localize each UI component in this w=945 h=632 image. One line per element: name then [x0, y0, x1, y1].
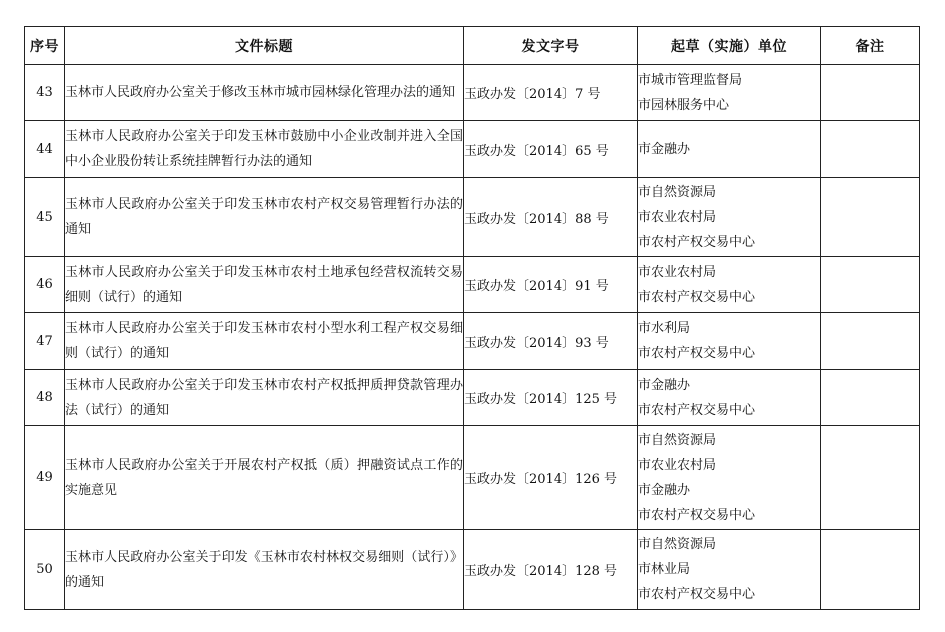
row-note	[821, 370, 920, 426]
unit-line: 市农业农村局	[638, 457, 717, 473]
header-unit: 起草（实施）单位	[638, 27, 821, 65]
row-unit	[638, 121, 821, 178]
table-row	[25, 313, 920, 370]
row-doc-no: 玉政办发〔2014〕125 号	[464, 370, 638, 426]
row-title: 玉林市人民政府办公室关于印发玉林市农村土地承包经营权流转交易细则（试行）的通知	[65, 257, 464, 313]
table-row	[25, 65, 920, 121]
row-seq: 46	[25, 257, 65, 313]
unit-line: 市金融办	[638, 377, 691, 393]
unit-line: 市自然资源局	[638, 184, 717, 200]
unit-line: 市水利局	[638, 321, 691, 336]
row-title: 玉林市人民政府办公室关于印发《玉林市农村林权交易细则（试行）》的通知	[65, 530, 464, 610]
document-table	[24, 26, 920, 610]
unit-line: 市农村产权交易中心	[638, 402, 756, 418]
row-title: 玉林市人民政府办公室关于开展农村产权抵（质）押融资试点工作的实施意见	[65, 426, 464, 530]
row-doc-no: 玉政办发〔2014〕128 号	[464, 530, 638, 610]
row-note	[821, 178, 920, 257]
row-unit	[638, 426, 821, 530]
table-row	[25, 426, 920, 530]
row-note	[821, 426, 920, 530]
row-note	[821, 313, 920, 370]
row-note	[821, 121, 920, 178]
row-doc-no: 玉政办发〔2014〕91 号	[464, 257, 638, 313]
row-unit	[638, 313, 821, 370]
row-unit	[638, 257, 821, 313]
table-row	[25, 121, 920, 178]
unit-line: 市农村产权交易中心	[638, 346, 756, 361]
unit-line: 市金融办	[638, 482, 691, 498]
row-unit	[638, 370, 821, 426]
header-seq: 序号	[25, 27, 65, 65]
row-seq: 49	[25, 426, 65, 530]
row-doc-no: 玉政办发〔2014〕93 号	[464, 313, 638, 370]
unit-line: 市农业农村局	[638, 209, 717, 225]
unit-line: 市农业农村局	[638, 264, 717, 280]
table-row	[25, 257, 920, 313]
row-seq: 47	[25, 313, 65, 370]
unit-line: 市农村产权交易中心	[638, 289, 756, 305]
row-unit	[638, 530, 821, 610]
unit-line: 市农村产权交易中心	[638, 507, 756, 523]
unit-line: 市林业局	[638, 562, 691, 577]
header-note: 备注	[821, 27, 920, 65]
table-row	[25, 530, 920, 610]
unit-line: 市城市管理监督局	[638, 72, 743, 88]
header-title: 文件标题	[65, 27, 464, 65]
row-note	[821, 530, 920, 610]
table-header-row	[25, 27, 920, 65]
unit-line: 市金融办	[638, 141, 691, 157]
row-title: 玉林市人民政府办公室关于印发玉林市农村产权抵押质押贷款管理办法（试行）的通知	[65, 370, 464, 426]
row-seq: 45	[25, 178, 65, 257]
row-doc-no: 玉政办发〔2014〕65 号	[464, 121, 638, 178]
table-row	[25, 178, 920, 257]
unit-line: 市农村产权交易中心	[638, 587, 756, 602]
row-note	[821, 257, 920, 313]
header-doc-no: 发文字号	[464, 27, 638, 65]
table-row	[25, 370, 920, 426]
row-seq: 43	[25, 65, 65, 121]
row-doc-no: 玉政办发〔2014〕7 号	[464, 65, 638, 121]
unit-line: 市农村产权交易中心	[638, 234, 756, 250]
row-seq: 44	[25, 121, 65, 178]
row-unit	[638, 178, 821, 257]
unit-line: 市自然资源局	[638, 537, 717, 552]
row-title: 玉林市人民政府办公室关于印发玉林市农村小型水利工程产权交易细则（试行）的通知	[65, 313, 464, 370]
row-seq: 50	[25, 530, 65, 610]
row-note	[821, 65, 920, 121]
row-title: 玉林市人民政府办公室关于印发玉林市农村产权交易管理暂行办法的通知	[65, 178, 464, 257]
unit-line: 市自然资源局	[638, 432, 717, 448]
row-doc-no: 玉政办发〔2014〕126 号	[464, 426, 638, 530]
row-title: 玉林市人民政府办公室关于印发玉林市鼓励中小企业改制并进入全国中小企业股份转让系统挂牌暂行办法的通知	[65, 121, 464, 178]
row-unit	[638, 65, 821, 121]
unit-line: 市园林服务中心	[638, 97, 730, 113]
row-doc-no: 玉政办发〔2014〕88 号	[464, 178, 638, 257]
row-seq: 48	[25, 370, 65, 426]
row-title: 玉林市人民政府办公室关于修改玉林市城市园林绿化管理办法的通知	[65, 65, 464, 121]
